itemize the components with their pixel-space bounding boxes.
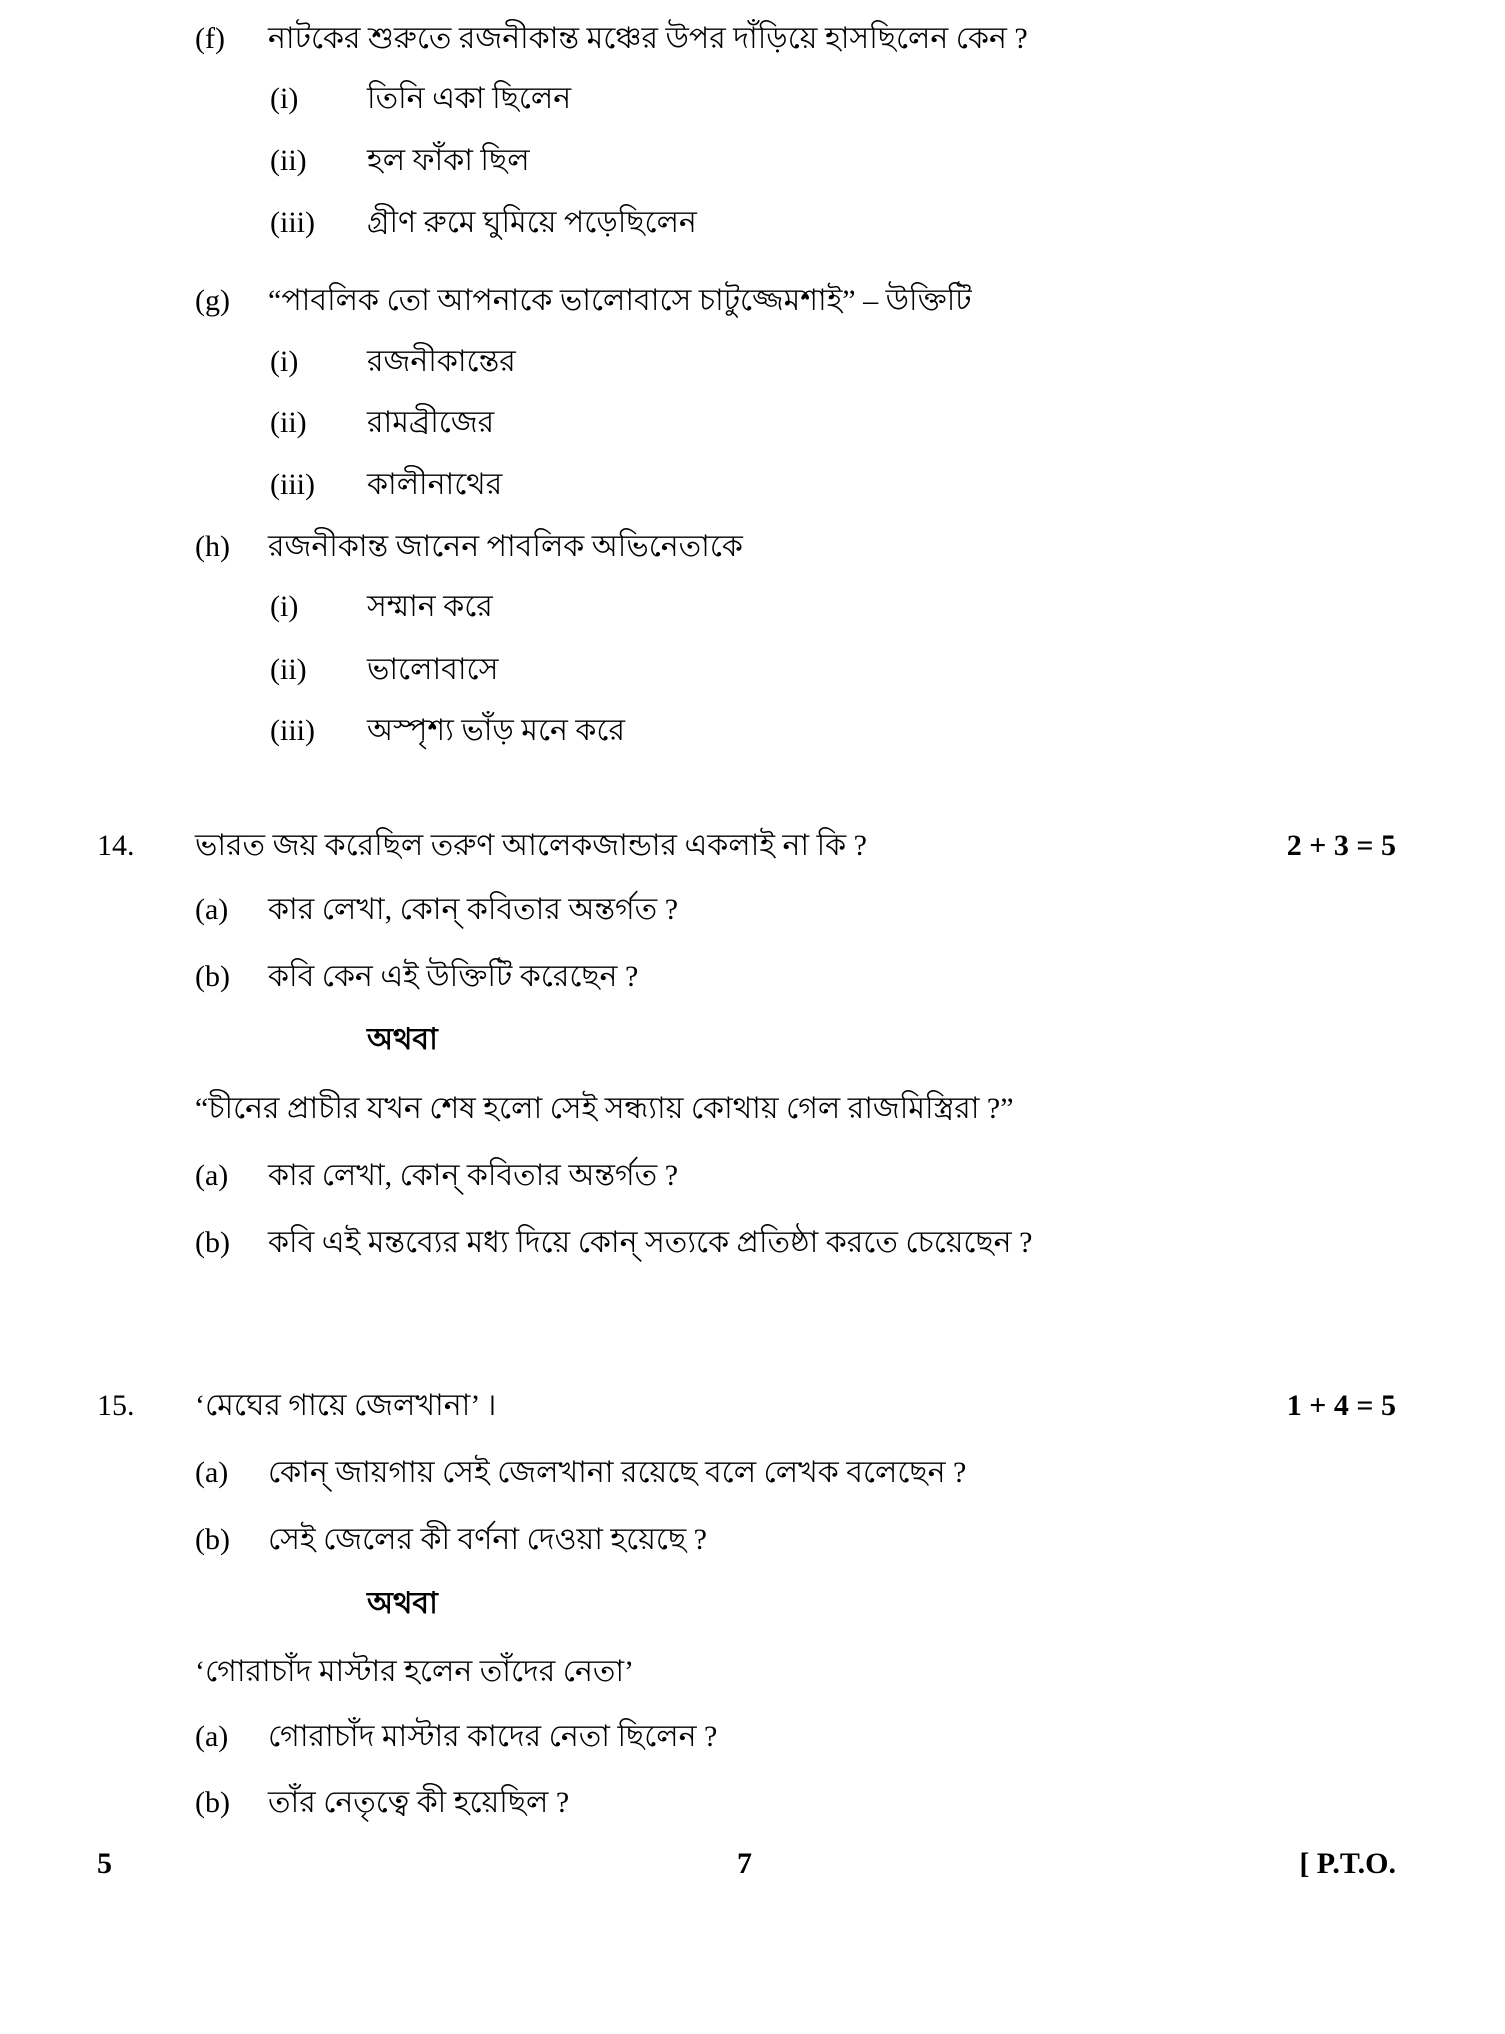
option-text: কালীনাথের	[367, 468, 503, 501]
part-label: (b)	[195, 1523, 230, 1556]
part-text: কার লেখা, কোন্ কবিতার অন্তর্গত ?	[268, 1159, 679, 1192]
option-text: রামব্রীজের	[367, 406, 495, 439]
option-text: ভালোবাসে	[367, 653, 499, 686]
part-label: (a)	[195, 1720, 229, 1753]
option-text: অস্পৃশ্য ভাঁড় মনে করে	[367, 714, 625, 747]
alt-question-text: “চীনের প্রাচীর যখন শেষ হলো সেই সন্ধ্যায় কোথায় গেল রাজমিস্ত্রিরা ?”	[195, 1092, 1014, 1125]
question-text: রজনীকান্ত জানেন পাবলিক অভিনেতাকে	[268, 530, 743, 563]
option-text: গ্রীণ রুমে ঘুমিয়ে পড়েছিলেন	[367, 206, 697, 239]
marks: 1 + 4 = 5	[1286, 1389, 1396, 1422]
part-label: (a)	[195, 893, 229, 926]
part-label: (b)	[195, 960, 230, 993]
option-text: সম্মান করে	[367, 590, 493, 623]
question-text: “পাবলিক তো আপনাকে ভালোবাসে চাটুজ্জেমশাই” – উক্তিটি	[268, 284, 972, 317]
page-number: 7	[737, 1847, 752, 1880]
option-label: (ii)	[270, 406, 307, 439]
marks: 2 + 3 = 5	[1286, 829, 1396, 862]
part-text: সেই জেলের কী বর্ণনা দেওয়া হয়েছে ?	[268, 1523, 707, 1556]
or-heading: অথবা	[367, 1023, 438, 1056]
option-text: রজনীকান্তের	[367, 345, 516, 378]
option-label: (iii)	[270, 468, 315, 501]
part-label: (b)	[195, 1226, 230, 1259]
part-text: কবি কেন এই উক্তিটি করেছেন ?	[268, 960, 639, 993]
option-label: (iii)	[270, 206, 315, 239]
part-text: তাঁর নেতৃত্বে কী হয়েছিল ?	[268, 1786, 570, 1819]
option-text: তিনি একা ছিলেন	[367, 82, 572, 115]
part-label: (b)	[195, 1786, 230, 1819]
question-label: (h)	[195, 530, 230, 563]
or-heading: অথবা	[367, 1587, 438, 1620]
question-text: নাটকের শুরুতে রজনীকান্ত মঞ্চের উপর দাঁড়িয়ে হাসছিলেন কেন ?	[268, 22, 1028, 55]
part-label: (a)	[195, 1159, 229, 1192]
question-text: ‘মেঘের গায়ে জেলখানা’ ।	[195, 1389, 497, 1422]
paper-code: 5	[97, 1847, 112, 1880]
option-label: (i)	[270, 345, 299, 378]
option-text: হল ফাঁকা ছিল	[367, 144, 530, 177]
option-label: (iii)	[270, 714, 315, 747]
question-number: 14.	[97, 829, 135, 862]
option-label: (i)	[270, 590, 299, 623]
alt-question-text: ‘গোরাচাঁদ মাস্টার হলেন তাঁদের নেতা’	[195, 1655, 635, 1688]
part-text: কার লেখা, কোন্ কবিতার অন্তর্গত ?	[268, 893, 679, 926]
question-label: (f)	[195, 22, 225, 55]
question-label: (g)	[195, 284, 230, 317]
pto-label: [ P.T.O.	[1299, 1847, 1396, 1880]
option-label: (i)	[270, 82, 299, 115]
part-text: কবি এই মন্তব্যের মধ্য দিয়ে কোন্ সত্যকে প্রতিষ্ঠা করতে চেয়েছেন ?	[268, 1226, 1033, 1259]
option-label: (ii)	[270, 144, 307, 177]
question-text: ভারত জয় করেছিল তরুণ আলেকজান্ডার একলাই না কি ?	[195, 829, 867, 862]
question-number: 15.	[97, 1389, 135, 1422]
option-label: (ii)	[270, 653, 307, 686]
part-text: কোন্ জায়গায় সেই জেলখানা রয়েছে বলে লেখক বলেছেন ?	[268, 1456, 967, 1489]
part-text: গোরাচাঁদ মাস্টার কাদের নেতা ছিলেন ?	[268, 1720, 718, 1753]
part-label: (a)	[195, 1456, 229, 1489]
